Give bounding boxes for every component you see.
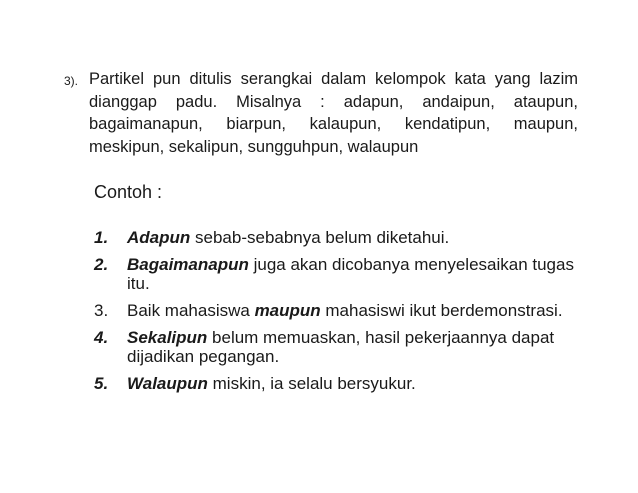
item-keyword: Walaupun [127, 374, 208, 393]
examples-list [94, 228, 584, 401]
item-text [127, 301, 584, 320]
item-number: 1. [94, 228, 109, 247]
item-number: 2. [94, 255, 109, 274]
item-keyword: Sekalipun [127, 328, 208, 347]
list-item [94, 228, 584, 247]
item-keyword: Adapun [127, 228, 191, 247]
item-number: 5. [94, 374, 109, 393]
rule-text: Partikel pun ditulis serangkai dalam kelompok kata yang lazim dianggap padu. Misalnya : adapun, andaipun, ataupun, bagaimanapun, biarpun, kalaupun, kendatipun, maupun, meskipun, sekalipun, sungguhpun, walaupun [89, 70, 578, 156]
list-item [94, 328, 584, 366]
examples-heading: Contoh : [94, 182, 163, 202]
list-item [94, 301, 584, 320]
item-text [127, 328, 584, 366]
item-text-after: juga akan dicobanya menyelesaikan tugas itu. [127, 255, 574, 293]
rule-number: 3). [64, 74, 79, 88]
item-text-after: sebab-sebabnya belum diketahui. [190, 228, 450, 247]
item-keyword: maupun [254, 301, 321, 320]
item-keyword: Bagaimanapun [127, 255, 249, 274]
list-item [94, 374, 584, 393]
item-text [127, 255, 584, 293]
item-text-after: belum memuaskan, hasil pekerjaannya dapat dijadikan pegangan. [127, 328, 555, 366]
item-text [127, 374, 584, 393]
rule-paragraph [64, 68, 578, 158]
item-text-before: Baik mahasiswa [127, 301, 255, 320]
item-number: 4. [94, 328, 109, 347]
list-item [94, 255, 584, 293]
item-text [127, 228, 584, 247]
item-text-after: miskin, ia selalu bersyukur. [207, 374, 416, 393]
item-number: 3. [94, 301, 109, 320]
item-text-after: mahasiswi ikut berdemonstrasi. [320, 301, 563, 320]
